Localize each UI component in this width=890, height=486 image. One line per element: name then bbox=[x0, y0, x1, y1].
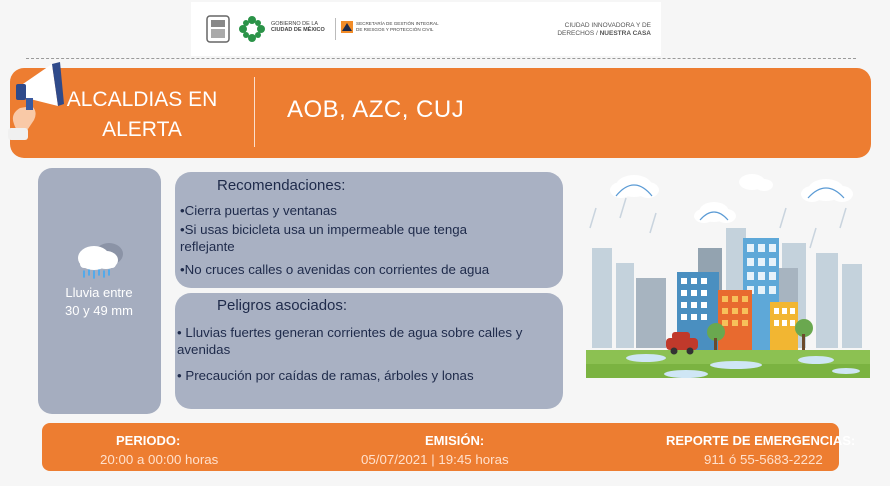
periodo-value: 20:00 a 00:00 horas bbox=[100, 452, 219, 467]
header-logo-bar bbox=[191, 2, 661, 56]
weather-line2: 30 y 49 mm bbox=[65, 303, 133, 318]
secretaria-line2: DE RIESGOS Y PROTECCIÓN CIVIL bbox=[356, 27, 434, 32]
weather-description bbox=[44, 284, 154, 320]
recomendacion-item: •No cruces calles o avenidas con corrientes de agua bbox=[180, 262, 490, 277]
emision-label: EMISIÓN: bbox=[425, 433, 485, 448]
peligro-item: • Lluvias fuertes generan corrientes de agua sobre calles y avenidas bbox=[177, 325, 523, 357]
slogan-line2 bbox=[521, 30, 651, 38]
banner-divider bbox=[254, 77, 255, 147]
slogan bbox=[521, 22, 651, 38]
reporte-emergencias-label: REPORTE DE EMERGENCIAS: bbox=[666, 433, 856, 448]
secretaria-line1: SECRETARÍA DE GESTIÓN INTEGRAL bbox=[356, 21, 439, 26]
cdmx-logo-icon bbox=[237, 14, 267, 44]
slogan-line1: CIUDAD INNOVADORA Y DE bbox=[564, 22, 651, 29]
gov-logo-text bbox=[271, 21, 335, 33]
slogan-line2-bold: NUESTRA CASA bbox=[599, 30, 651, 37]
emision-value: 05/07/2021 | 19:45 horas bbox=[361, 452, 509, 467]
peligro-item: • Precaución por caídas de ramas, árboles y lonas bbox=[177, 368, 474, 383]
flooded-city-illustration bbox=[586, 168, 870, 400]
logo-divider bbox=[335, 18, 336, 40]
gov-logo-line1: GOBIERNO DE LA bbox=[271, 21, 319, 27]
secretaria-logo-text bbox=[356, 21, 466, 33]
recomendaciones-panel bbox=[175, 172, 563, 288]
peligros-panel bbox=[175, 293, 563, 409]
recomendaciones-title: Recomendaciones: bbox=[217, 177, 346, 194]
weather-line1: Lluvia entre bbox=[65, 285, 133, 300]
recomendacion-item: •Cierra puertas y ventanas bbox=[180, 203, 337, 218]
proteccion-civil-icon bbox=[341, 21, 353, 33]
alert-title-line1: ALCALDIAS EN bbox=[66, 88, 218, 111]
alert-title-line2: ALERTA bbox=[102, 118, 182, 141]
slogan-line2-prefix: DERECHOS / bbox=[557, 30, 600, 37]
gov-logo-line2: CIUDAD DE MÉXICO bbox=[271, 27, 325, 33]
recomendacion-item: •Si usas bicicleta usa un impermeable que tenga reflejante bbox=[180, 222, 468, 254]
alert-title bbox=[52, 85, 232, 145]
periodo-label: PERIODO: bbox=[116, 433, 181, 448]
coat-of-arms-icon bbox=[206, 15, 230, 43]
reporte-emergencias-value: 911 ó 55-5683-2222 bbox=[704, 452, 823, 467]
header-divider bbox=[26, 58, 856, 59]
peligros-title: Peligros asociados: bbox=[217, 297, 348, 314]
rain-cloud-icon bbox=[72, 238, 128, 280]
alcaldias-list: AOB, AZC, CUJ bbox=[287, 96, 465, 123]
